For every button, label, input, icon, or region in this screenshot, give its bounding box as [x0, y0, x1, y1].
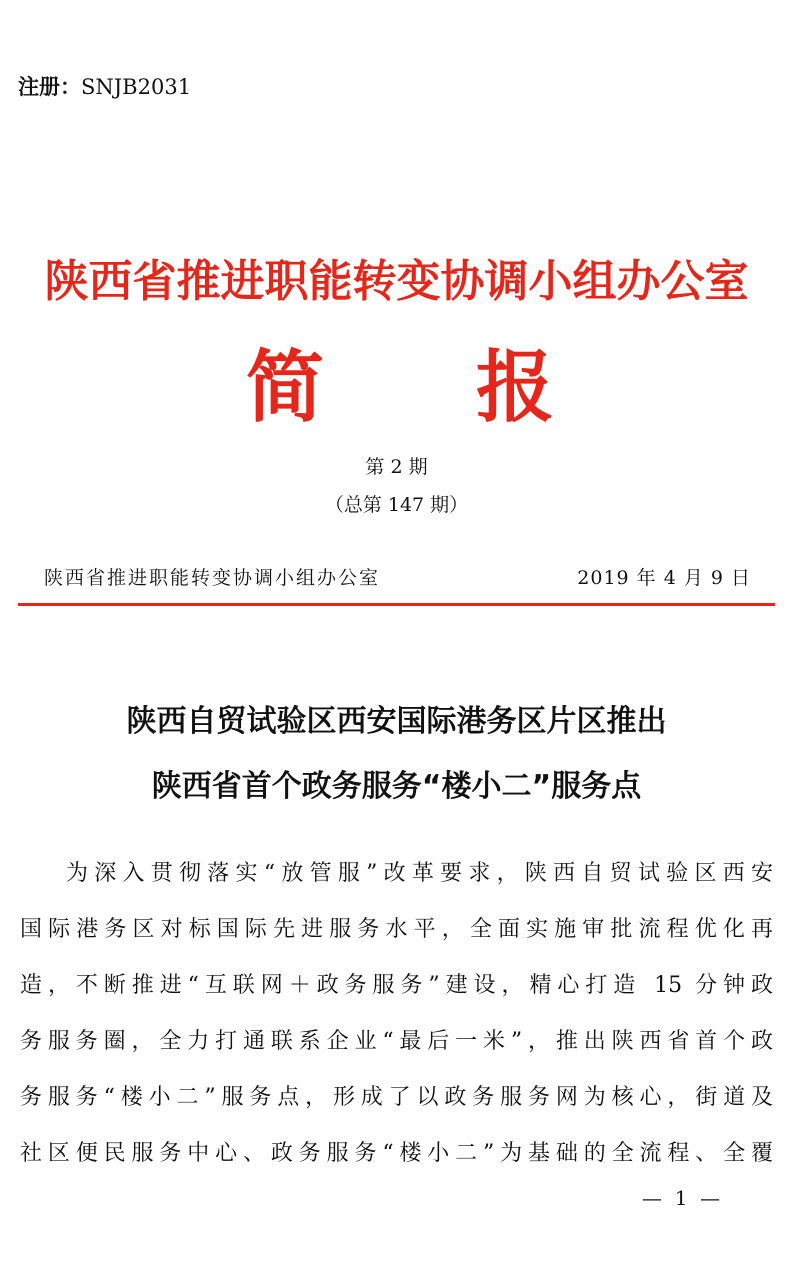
masthead-org-title: 陕西省推进职能转变协调小组办公室: [44, 256, 749, 307]
article-title-line-2: 陕西省首个政务服务“楼小二”服务点: [151, 769, 642, 804]
brief-char-1: 简: [246, 343, 325, 433]
registration-value: SNJB2031: [81, 75, 192, 99]
body-line: 为深入贯彻落实“放管服”改革要求，陕西自贸试验区西安: [66, 861, 773, 886]
publish-date: 2019 年 4 月 9 日: [577, 567, 751, 589]
publisher-name: 陕西省推进职能转变协调小组办公室: [44, 567, 381, 589]
body-line: 社区便民服务中心、政务服务“楼小二”为基础的全流程、全覆: [20, 1141, 773, 1166]
red-divider-line: [18, 603, 775, 606]
body-line: 造，不断推进“互联网＋政务服务”建设，精心打造 15 分钟政: [20, 973, 773, 998]
brief-char-2: 报: [476, 343, 555, 433]
body-line: 务服务“楼小二”服务点，形成了以政务服务网为核心，街道及: [20, 1085, 773, 1110]
registration-number: [18, 72, 191, 102]
article-title-line-1: 陕西自贸试验区西安国际港务区片区推出: [126, 704, 667, 739]
page-number-text: — 1 —: [642, 1186, 721, 1210]
publisher-line: [44, 560, 751, 596]
registration-label: 注册：: [18, 75, 81, 99]
issue-number: 第 2 期: [365, 456, 428, 478]
masthead-brief-title: [0, 342, 793, 434]
body-line: 务服务圈，全力打通联系企业“最后一米”，推出陕西省首个政: [20, 1029, 773, 1054]
total-issue-number: （总第 147 期）: [324, 494, 469, 516]
body-line: 国际港务区对标国际先进服务水平，全面实施审批流程优化再: [20, 917, 773, 942]
